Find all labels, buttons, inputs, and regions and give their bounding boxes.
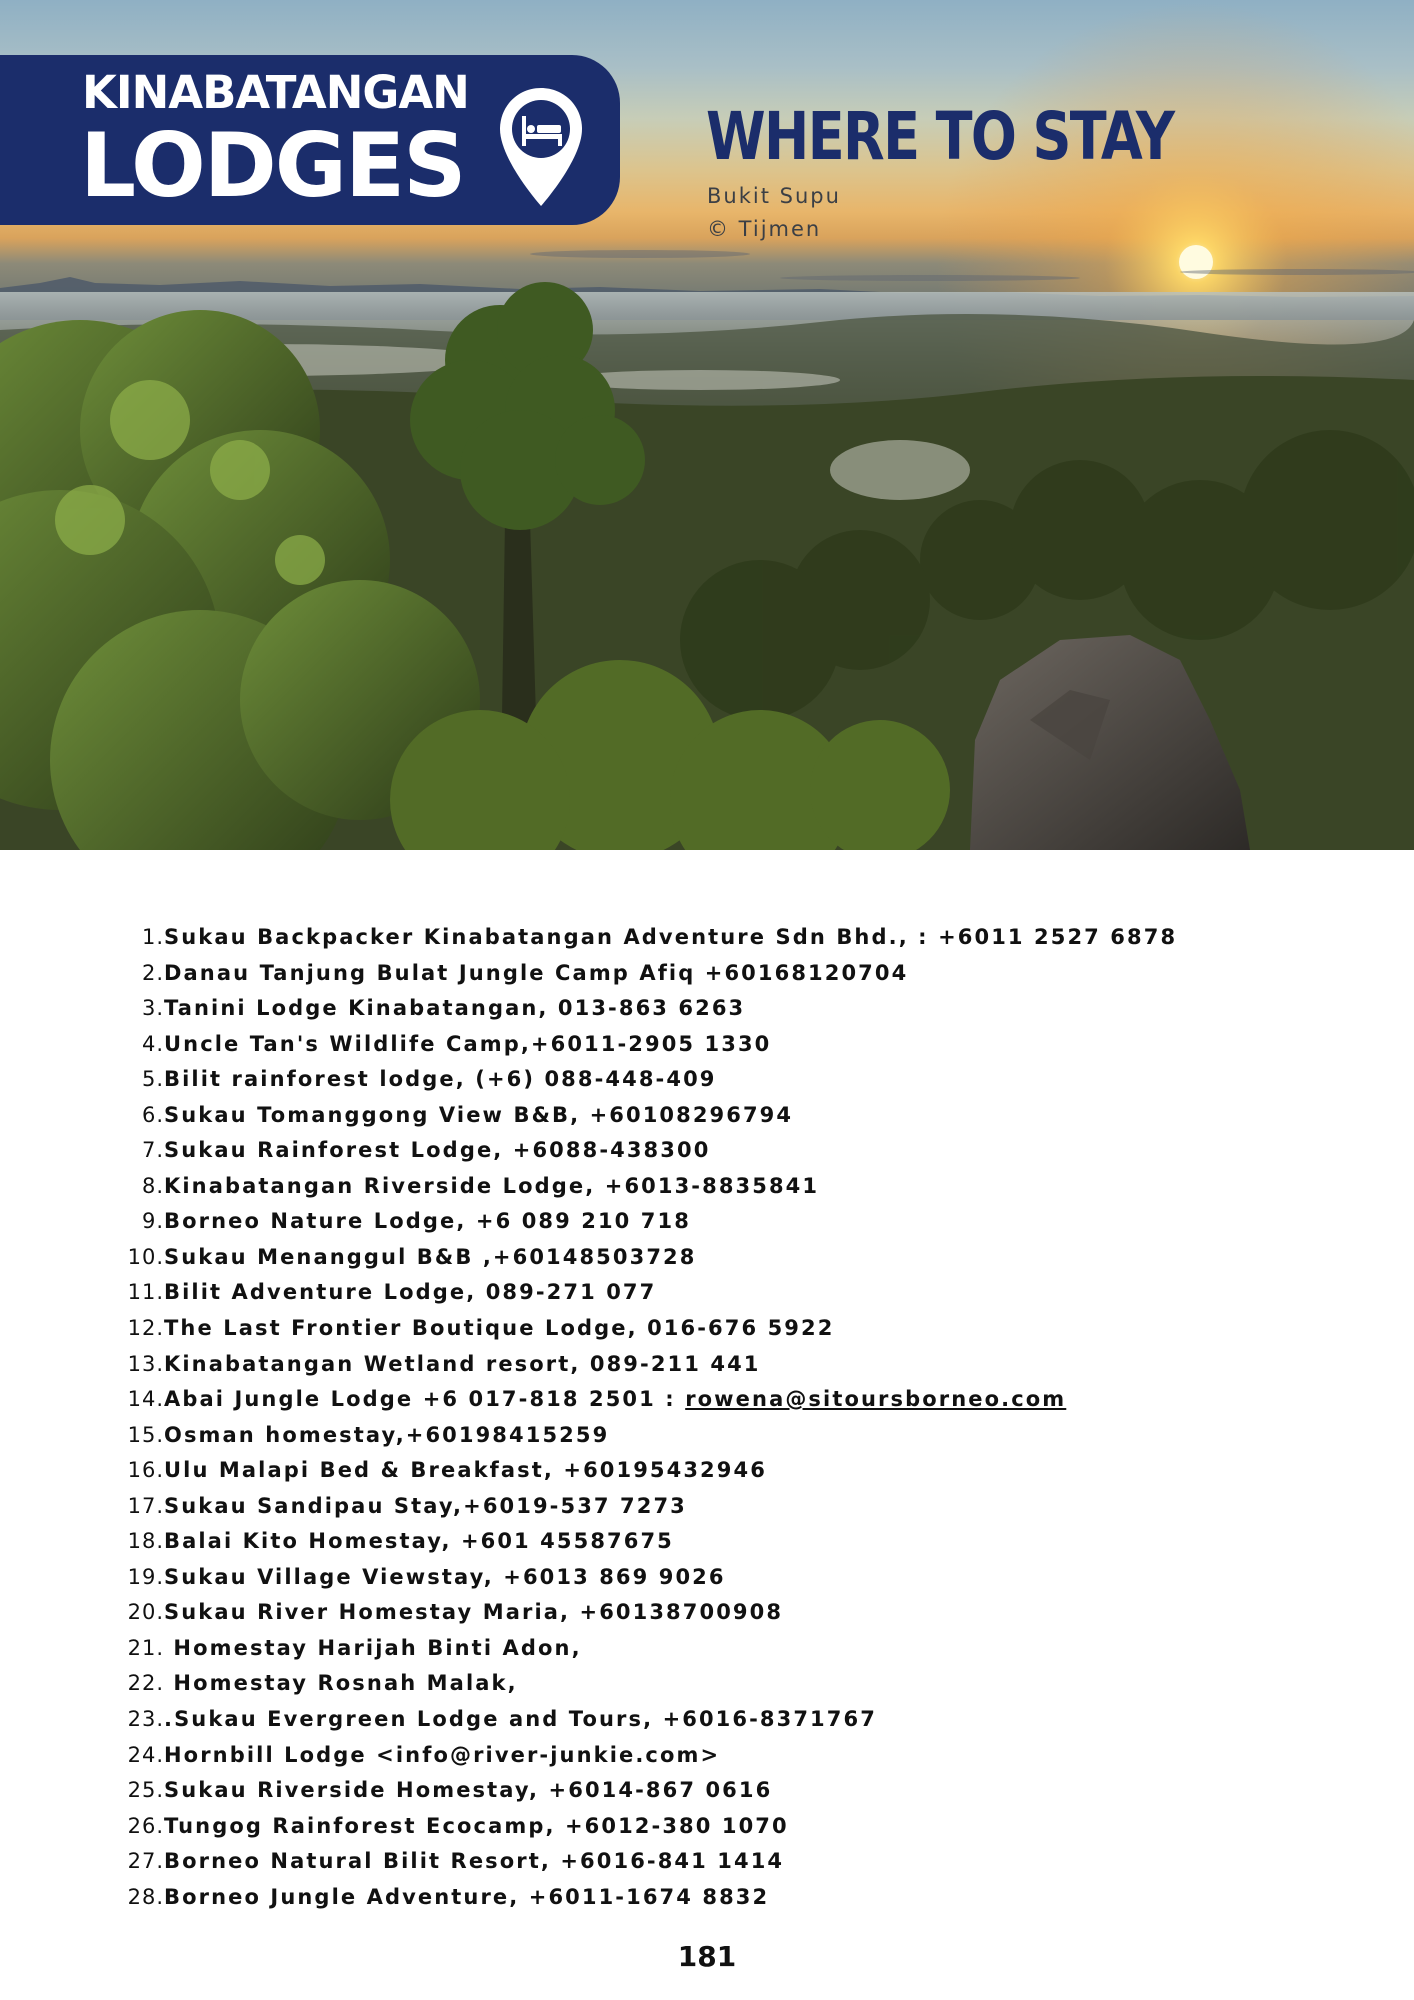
lodge-text: Balai Kito Homestay, +601 45587675 <box>164 1529 674 1554</box>
lodge-list-item <box>118 920 1177 956</box>
lodge-list-item <box>118 1347 1177 1383</box>
lodge-number: 19. <box>127 1564 164 1589</box>
lodge-text: Borneo Nature Lodge, +6 089 210 718 <box>164 1209 691 1234</box>
lodge-text: Tungog Rainforest Ecocamp, +6012-380 1070 <box>164 1813 789 1838</box>
lodge-list-item <box>118 1738 1177 1774</box>
lodge-text: Sukau Riverside Homestay, +6014-867 0616 <box>164 1778 773 1803</box>
lodge-number: 28. <box>127 1884 164 1909</box>
lodge-text: Tanini Lodge Kinabatangan, 013-863 6263 <box>164 996 746 1021</box>
lodge-list-item <box>118 1027 1177 1063</box>
lodge-number: 6. <box>141 1102 164 1127</box>
lodge-text: Sukau Rainforest Lodge, +6088-438300 <box>164 1138 711 1163</box>
lodge-text: Sukau Tomanggong View B&B, +60108296794 <box>164 1102 794 1127</box>
lodge-list-item <box>118 1169 1177 1205</box>
lodge-text: Borneo Jungle Adventure, +6011-1674 8832 <box>164 1884 770 1909</box>
lodge-list-item <box>118 1524 1177 1560</box>
lodge-list-item <box>118 1240 1177 1276</box>
location-pin-bed-icon <box>494 82 588 212</box>
lodge-number: 11. <box>127 1280 164 1305</box>
lodge-number: 7. <box>141 1138 164 1163</box>
lodge-text: Homestay Harijah Binti Adon, <box>164 1635 582 1660</box>
lodge-text: Bilit rainforest lodge, (+6) 088-448-409 <box>164 1067 717 1092</box>
lodge-number: 9. <box>141 1209 164 1234</box>
lodge-list-item <box>118 1809 1177 1845</box>
lodge-number: 1. <box>141 925 164 949</box>
lodge-text: Bilit Adventure Lodge, 089-271 077 <box>164 1280 657 1305</box>
lodge-number: 4. <box>141 1031 164 1056</box>
lodge-list-item <box>118 1382 1177 1418</box>
page-number: 181 <box>677 1940 737 1973</box>
lodge-number: 17. <box>127 1493 164 1518</box>
lodge-text: Sukau Village Viewstay, +6013 869 9026 <box>164 1564 726 1589</box>
lodge-text: Ulu Malapi Bed & Breakfast, +60195432946 <box>164 1458 767 1483</box>
lodge-text: Sukau River Homestay Maria, +60138700908 <box>164 1600 784 1625</box>
lodge-text: Uncle Tan's Wildlife Camp,+6011-2905 1330 <box>164 1031 772 1056</box>
lodge-list <box>118 920 1177 1915</box>
lodge-text: The Last Frontier Boutique Lodge, 016-676 5922 <box>164 1316 835 1341</box>
lodge-text: .Sukau Evergreen Lodge and Tours, +6016-8371767 <box>164 1707 877 1732</box>
lodge-list-item <box>118 1844 1177 1880</box>
lodge-number: 24. <box>127 1742 164 1767</box>
banner-title: LODGES <box>80 114 465 217</box>
where-to-stay-heading: WHERE TO STAY <box>706 98 1174 175</box>
lodge-text: Kinabatangan Riverside Lodge, +6013-8835841 <box>164 1173 820 1198</box>
lodge-text: Danau Tanjung Bulat Jungle Camp Afiq +60168120704 <box>164 960 909 985</box>
lodge-list-item <box>118 1595 1177 1631</box>
lodge-text: Hornbill Lodge <info@river-junkie.com> <box>164 1742 721 1767</box>
lodge-list-item <box>118 1418 1177 1454</box>
lodge-list-item <box>118 1560 1177 1596</box>
lodge-list-item <box>118 1666 1177 1702</box>
lodge-list-item <box>118 1275 1177 1311</box>
lodge-number: 21. <box>127 1635 164 1660</box>
lodge-list-item <box>118 1311 1177 1347</box>
lodge-number: 2. <box>141 960 164 985</box>
lodge-number: 22. <box>127 1671 164 1696</box>
lodge-text: Abai Jungle Lodge +6 017-818 2501 : <box>164 1387 686 1412</box>
lodge-number: 13. <box>127 1351 164 1376</box>
lodge-number: 8. <box>141 1173 164 1198</box>
lodge-number: 16. <box>127 1458 164 1483</box>
lodge-text: Osman homestay,+60198415259 <box>164 1422 610 1447</box>
lodge-number: 12. <box>127 1316 164 1341</box>
lodge-list-item <box>118 956 1177 992</box>
lodge-list-item <box>118 991 1177 1027</box>
banner-kicker: KINABATANGAN <box>82 66 469 119</box>
lodge-text: Kinabatangan Wetland resort, 089-211 441 <box>164 1351 761 1376</box>
lodge-text: Homestay Rosnah Malak, <box>164 1671 518 1696</box>
lodge-list-item <box>118 1773 1177 1809</box>
lodge-number: 20. <box>127 1600 164 1625</box>
lodge-number: 18. <box>127 1529 164 1554</box>
lodge-number: 10. <box>127 1244 164 1269</box>
lodge-email-link[interactable]: rowena@sitoursborneo.com <box>685 1387 1067 1412</box>
lodge-number: 26. <box>127 1813 164 1838</box>
lodge-text: Sukau Backpacker Kinabatangan Adventure Sdn Bhd., : +6011 2527 6878 <box>164 925 1178 949</box>
photo-caption: Bukit Supu <box>707 184 841 208</box>
lodge-number: 15. <box>127 1422 164 1447</box>
lodge-text: Sukau Menanggul B&B ,+60148503728 <box>164 1244 697 1269</box>
lodge-text: Sukau Sandipau Stay,+6019-537 7273 <box>164 1493 687 1518</box>
lodge-number: 14. <box>127 1387 164 1412</box>
lodge-number: 3. <box>141 996 164 1021</box>
lodge-list-item <box>118 1702 1177 1738</box>
lodge-list-item <box>118 1880 1177 1916</box>
lodge-list-item <box>118 1062 1177 1098</box>
lodge-number: 25. <box>127 1778 164 1803</box>
lodge-number: 23. <box>127 1707 164 1732</box>
lodge-number: 27. <box>127 1849 164 1874</box>
lodge-list-item <box>118 1098 1177 1134</box>
lodge-list-item <box>118 1133 1177 1169</box>
lodge-list-item <box>118 1453 1177 1489</box>
lodge-text: Borneo Natural Bilit Resort, +6016-841 1414 <box>164 1849 785 1874</box>
photo-credit: © Tijmen <box>707 217 822 241</box>
lodge-list-item <box>118 1631 1177 1667</box>
lodge-list-item <box>118 1204 1177 1240</box>
lodge-list-item <box>118 1489 1177 1525</box>
lodge-number: 5. <box>141 1067 164 1092</box>
